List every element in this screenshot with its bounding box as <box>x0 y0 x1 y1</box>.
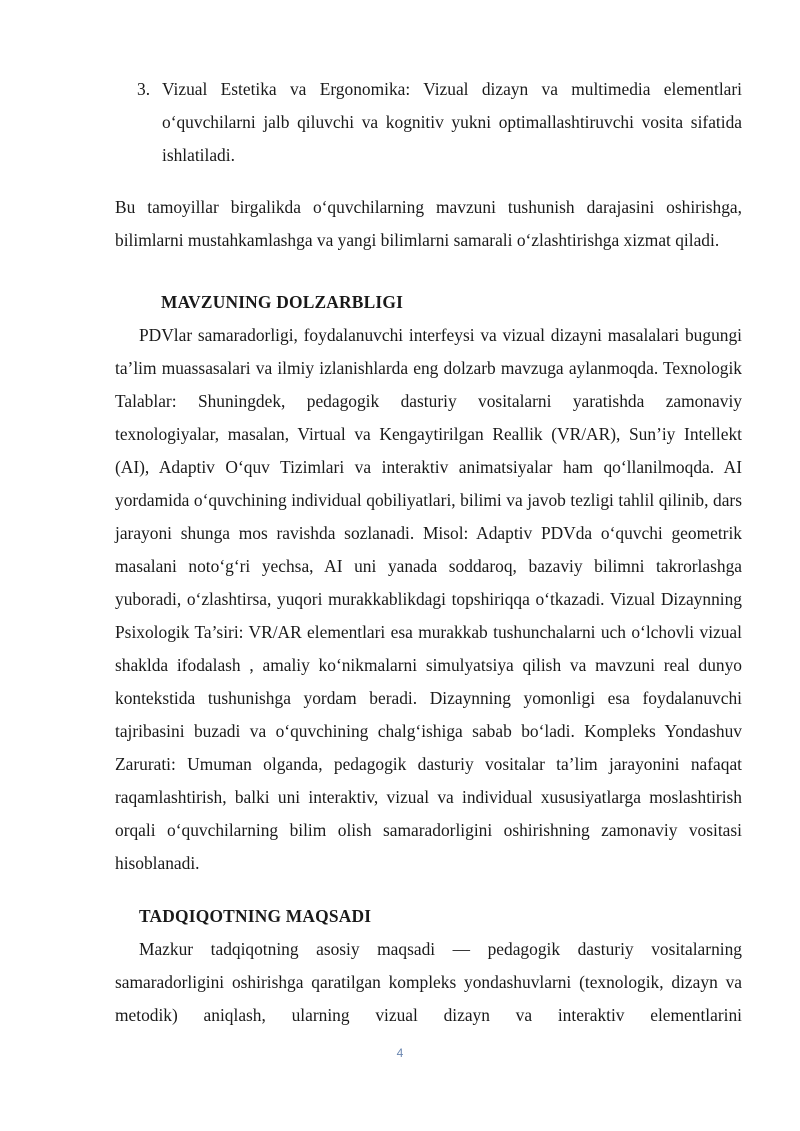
goal-paragraph: Mazkur tadqiqotning asosiy maqsadi — pedagogik dasturiy vositalarning samaradorligini oshirishga qaratilgan kompleks yondashuvlarni (texnologik, dizayn va metodik) aniqlash, ularning vizual dizayn va interaktiv elementlarini <box>115 939 742 1025</box>
page-number: 4 <box>396 1046 404 1060</box>
section-heading-goal: TADQIQOTNING MAQSADI <box>139 906 372 926</box>
section-heading-relevance: MAVZUNING DOLZARBLIGI <box>161 292 404 312</box>
list-item <box>137 73 742 172</box>
summary-paragraph: Bu tamoyillar birgalikda o‘quvchilarning mavzuni tushunish darajasini oshirishga, bilimlarni mustahkamlashga va yangi bilimlarni samarali o‘zlashtirishga xizmat qiladi. <box>115 197 742 250</box>
relevance-paragraph: PDVlar samaradorligi, foydalanuvchi interfeysi va vizual dizayni masalalari bugungi ta’lim muassasalari va ilmiy izlanishlarda eng dolzarb mavzuga aylanmoqda. Texnologik Talablar: Shuningdek, pedagogik dasturiy vositalarni yaratishda zamonaviy texnologiyalar, masalan, Virtual va Kengaytirilgan Reallik (VR/AR), Sun’iy Intellekt (AI), Adaptiv O‘quv Tizimlari va interaktiv animatsiyalar ham qo‘llanilmoqda. AI yordamida o‘quvchining individual qobiliyatlari, bilimi va javob tezligi tahlil qilinib, dars jarayoni shunga mos ravishda sozlanadi. Misol: Adaptiv PDVda o‘quvchi geometrik masalani noto‘g‘ri yechsa, AI uni yanada soddaroq, bazaviy bilimni takrorlashga yuboradi, o‘zlashtirsa, yuqori murakkablikdagi topshiriqqa o‘tkazadi. Vizual Dizaynning Psixologik Ta’siri: VR/AR elementlari esa murakkab tushunchalarni uch o‘lchovli vizual shaklda ifodalash , amaliy ko‘nikmalarni simulyatsiya qilish va mavzuni real dunyo kontekstida tushunishga yordam beradi. Dizaynning yomonligi esa foydalanuvchi tajribasini buzadi va o‘quvchining chalg‘ishiga sabab bo‘ladi. Kompleks Yondashuv Zarurati: Umuman olganda, pedagogik dasturiy vositalar ta’lim jarayonini nafaqat raqamlashtirish, balki uni interaktiv, vizual va individual xususiyatlarga moslashtirish orqali o‘quvchilarning bilim olish samaradorligini oshirishning zamonaviy vositasi hisoblanadi. <box>115 325 742 873</box>
list-item-number: 3. <box>137 79 151 99</box>
list-item-text: Vizual Estetika va Ergonomika: Vizual dizayn va multimedia elementlari o‘quvchilarni jalb qiluvchi va kognitiv yukni optimallashtiruvchi vosita sifatida ishlatiladi. <box>162 79 742 165</box>
